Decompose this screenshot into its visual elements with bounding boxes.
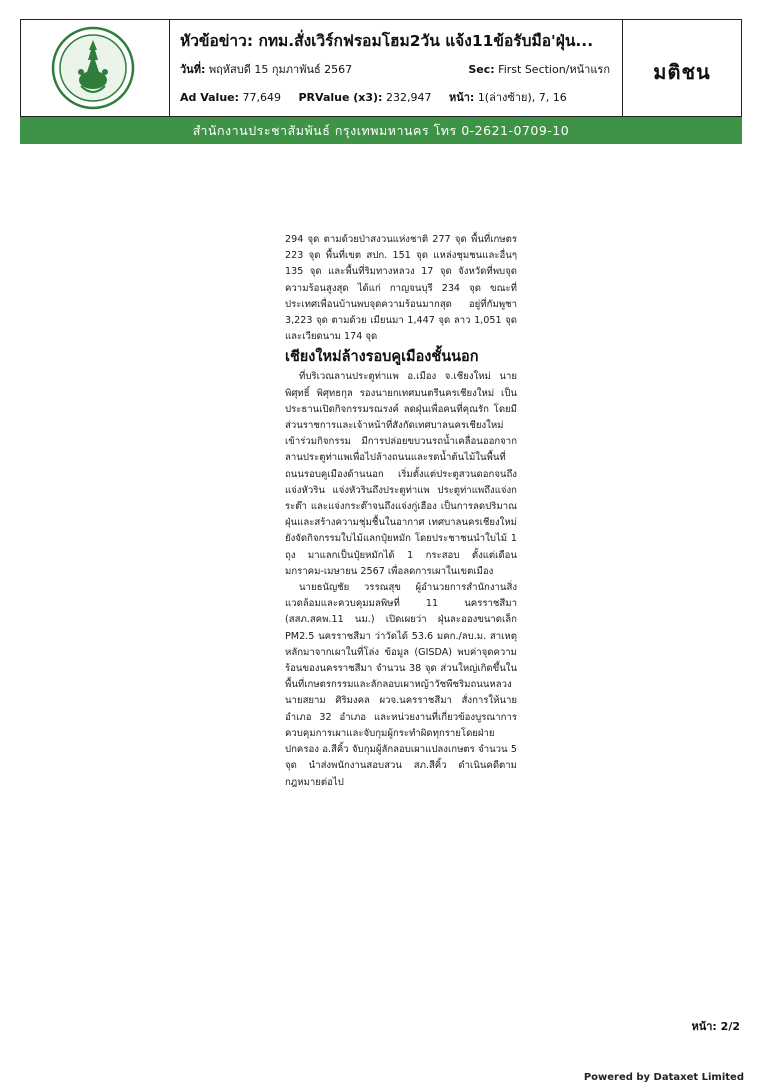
date-row xyxy=(180,60,616,78)
clipping-header xyxy=(20,19,742,117)
ad-value: 77,649 xyxy=(242,91,282,104)
page-indicator: หน้า: 2/2 xyxy=(691,1020,740,1033)
article-subhead: เชียงใหม่ล้างรอบคูเมืองชั้นนอก xyxy=(285,349,479,366)
bangkok-seal-icon xyxy=(51,26,135,110)
publisher-cell xyxy=(623,20,741,116)
headline xyxy=(180,28,616,53)
page-value: 1(ล่างซ้าย), 7, 16 xyxy=(477,91,567,104)
article-paragraph-2: ที่บริเวณลานประตูท่าแพ อ.เมือง จ.เชียงใหม่ นายพิศุทธิ์ พิศุทธกุล รองนายกเทศมนตรีนครเชียงใหม่ เป็นประธานเปิดกิจกรรมรณรงค์ ลดฝุ่นเพื่อคนที่คุณรัก โดยมีส่วนราชการและเจ้าหน้าที่สังกัดเทศบาลนครเชียงใหม่เข้าร่วมกิจกรรม มีการปล่อยขบวนรถน้ำเคลื่อนออกจากลานประตูท่าแพเพื่อไปล้างถนนและรดน้ำต้นไม้ในพื้นที่ถนนรอบคูเมืองด้านนอก เริ่มตั้งแต่ประตูสวนดอกจนถึงแจ่งหัวริน แจ่งหัวรินถึงประตูท่าแพ ประตูท่าแพถึงแจ่งกระต๊า และแจ่งกระต๊าจนถึงแจ่งกู่เฮือง เป็นการลดปริมาณฝุ่นและสร้างความชุ่มชื้นในอากาศ เทศบาลนครเชียงใหม่ยังจัดกิจกรรมใบไม้แลกปุ๋ยหมัก โดยประชาชนนำใบไม้ 1 ถุง มาแลกเป็นปุ๋ยหมักได้ 1 กระสอบ ตั้งแต่เดือนมกราคม-เมษายน 2567 เพื่อลดการเผาในเขตเมือง xyxy=(285,371,517,577)
article-paragraph-3: นายธนัญชัย วรรณสุข ผู้อำนวยการสำนักงานสิ่งแวดล้อมและควบคุมมลพิษที่ 11 นครราชสีมา (สสภ.สคพ.11 นม.) เปิดเผยว่า ฝุ่นละอองขนาดเล็ก PM2.5 นครราชสีมา ว่าวัดได้ 53.6 มคก./ลบ.ม. สาเหตุหลักมาจากเผาในที่โล่ง ข้อมูล (GISDA) พบค่าจุดความร้อนของนครราชสีมา จำนวน 38 จุด ส่วนใหญ่เกิดขึ้นในพื้นที่เกษตรกรรมและลักลอบเผาหญ้าวัชพืชริมถนนหลวง นายสยาม ศิริมงคล ผวจ.นครราชสีมา สั่งการให้นายอำเภอ 32 อำเภอ และหน่วยงานที่เกี่ยวข้องบูรณาการควบคุมการเผาและจับกุมผู้กระทำผิดทุกรายโดยฝ่ายปกครอง อ.สีคิ้ว จับกุมผู้ลักลอบเผาแปลงเกษตร จำนวน 5 จุด นำส่งพนักงานสอบสวน สภ.สีคิ้ว ดำเนินคดีตามกฎหมายต่อไป xyxy=(285,582,517,788)
clipping-info xyxy=(170,20,623,116)
agency-banner: สำนักงานประชาสัมพันธ์ กรุงเทพมหานคร โทร 0-2621-0709-10 xyxy=(20,117,742,144)
headline-label: หัวข้อข่าว: xyxy=(180,32,254,50)
date-label: วันที่: xyxy=(180,63,206,76)
section-label: Sec: xyxy=(468,63,495,76)
ad-value-label: Ad Value: xyxy=(180,91,240,104)
article-body xyxy=(285,232,517,791)
seal-cell xyxy=(21,20,170,116)
article-paragraph-1: 294 จุด ตามด้วยป่าสงวนแห่งชาติ 277 จุด พื้นที่เกษตร 223 จุด พื้นที่เขต สปก. 151 จุด แหล่งชุมชนและอื่นๆ 135 จุด และพื้นที่ริมทางหลวง 17 จุด จังหวัดที่พบจุดความร้อนสูงสุด ได้แก่ กาญจนบุรี 234 จุด ขณะที่ประเทศเพื่อนบ้านพบจุดความร้อนมากสุด อยู่ที่กัมพูชา 3,223 จุด ตามด้วย เมียนมา 1,447 จุด ลาว 1,051 จุด และเวียดนาม 174 จุด xyxy=(285,234,517,343)
pr-value: 232,947 xyxy=(385,91,432,104)
section-info xyxy=(468,60,610,78)
value-row xyxy=(180,88,616,106)
page-label: หน้า: xyxy=(448,91,475,104)
powered-by: Powered by Dataxet Limited xyxy=(583,1072,744,1083)
date-value: พฤหัสบดี 15 กุมภาพันธ์ 2567 xyxy=(208,63,353,76)
pr-value-label: PRValue (x3): xyxy=(298,91,383,104)
section-value: First Section/หน้าแรก xyxy=(498,63,610,76)
publisher-logo: มติชน xyxy=(653,60,711,84)
headline-text: กทม.สั่งเวิร์กฟรอมโฮม2วัน แจ้ง11ข้อรับมือ'ฝุ่น... xyxy=(258,32,594,50)
